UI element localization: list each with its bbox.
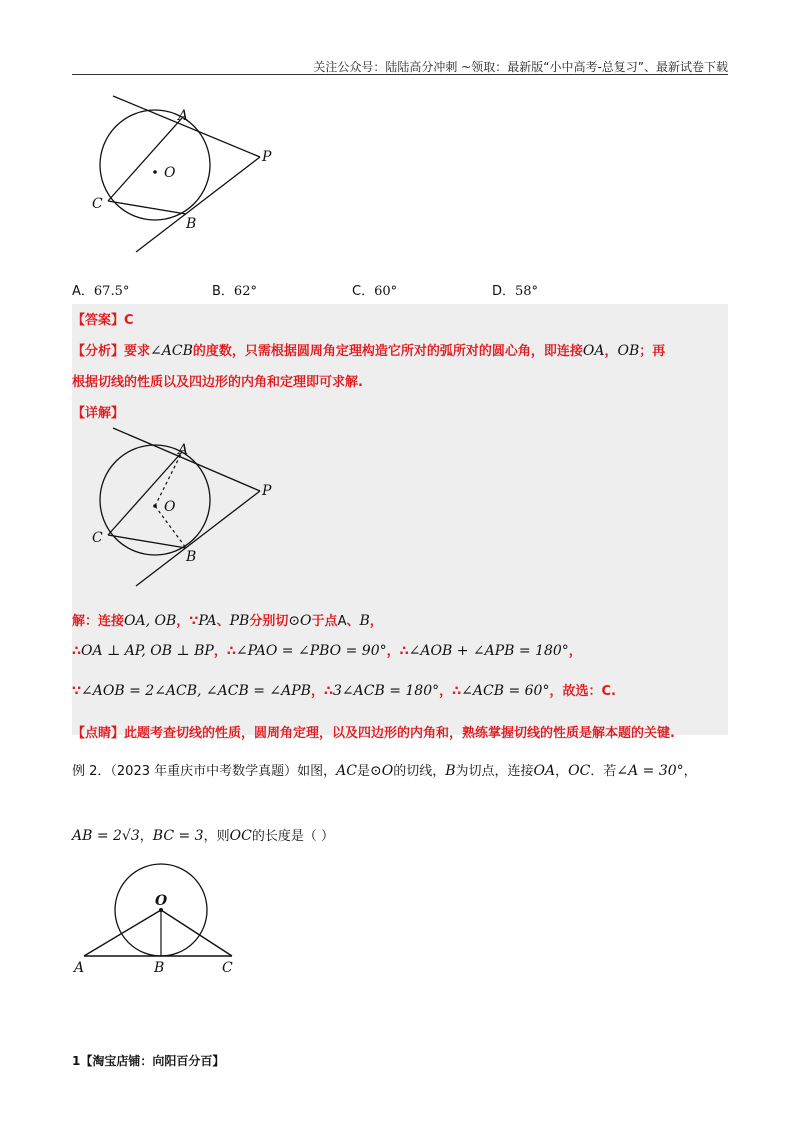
- example2-line-2: AB = 2√3，BC = 3，则OC的长度是（ ）: [72, 828, 334, 844]
- figure-1-circle-tangents: [80, 88, 300, 258]
- fig2-label-a: A: [178, 442, 189, 458]
- fig2-label-b: B: [186, 549, 197, 565]
- fig2-circle: [100, 445, 210, 555]
- fig3-label-a: A: [74, 960, 85, 976]
- fig2-label-c: C: [92, 530, 103, 546]
- fig2-label-p: P: [262, 483, 272, 499]
- solution-line-3: ∵∠AOB = 2∠ACB, ∠ACB = ∠APB，∴3∠ACB = 180°，∴∠ACB = 60°，故选：C.: [72, 683, 616, 699]
- analysis-line-2: 根据切线的性质以及四边形的内角和定理即可求解.: [72, 375, 363, 390]
- fig3-label-c: C: [222, 960, 233, 976]
- page-footer: 1【淘宝店铺：向阳百分百】: [72, 1054, 225, 1068]
- analysis-line-1: 【分析】要求∠ACB的度数，只需根据圆周角定理构造它所对的弧所对的圆心角，即连接OA，OB；再: [72, 343, 666, 359]
- fig2-tangent-pa: [113, 428, 260, 491]
- fig3-label-b: B: [154, 960, 165, 976]
- option-d: D．58°: [492, 284, 539, 299]
- fig1-tangent-pa: [113, 96, 260, 157]
- solution-line-1: 解：连接OA, OB，∵PA、PB分别切⊙O于点A、B，: [72, 613, 383, 629]
- example2-line-1: 例 2．（2023 年重庆市中考数学真题）如图，AC是⊙O的切线，B为切点，连接OA，OC．若∠A = 30°，: [72, 763, 697, 779]
- key-point-line: 【点睛】此题考查切线的性质，圆周角定理，以及四边形的内角和，熟练掌握切线的性质是解本题的关键.: [72, 726, 675, 741]
- fig1-circle: [100, 110, 210, 220]
- solution-line-2: ∴OA ⊥ AP, OB ⊥ BP，∴∠PAO = ∠PBO = 90°，∴∠AOB + ∠APB = 180°，: [72, 643, 582, 659]
- fig1-label-o: O: [164, 165, 176, 181]
- option-a: A．67.5°: [72, 284, 130, 299]
- answer-line: 【答案】C: [72, 313, 134, 328]
- fig2-radius-oa: [155, 452, 182, 506]
- fig3-segment-oa: [84, 910, 161, 956]
- fig1-chord-ca: [108, 118, 182, 201]
- fig1-label-b: B: [186, 216, 197, 232]
- page-header: 关注公众号：陆陆高分冲刺 ~领取：最新版“小中高考-总复习”、最新试卷下载: [313, 60, 728, 74]
- fig2-center-dot: [153, 504, 157, 508]
- fig3-label-o: O: [155, 893, 168, 909]
- option-c: C．60°: [352, 284, 398, 299]
- figure-2-circle-tangents-radii: [80, 420, 300, 595]
- fig1-center-dot: [153, 170, 157, 174]
- fig3-segment-oc: [161, 910, 232, 956]
- option-b: B．62°: [212, 284, 257, 299]
- figure-3-circle-tangent-line: [70, 860, 250, 980]
- fig2-chord-ca: [108, 452, 182, 535]
- fig1-label-a: A: [178, 108, 189, 124]
- fig1-label-p: P: [262, 149, 272, 165]
- detail-tag: 【详解】: [72, 406, 125, 421]
- header-divider: [72, 74, 728, 75]
- fig1-label-c: C: [92, 196, 103, 212]
- fig2-label-o: O: [164, 499, 176, 515]
